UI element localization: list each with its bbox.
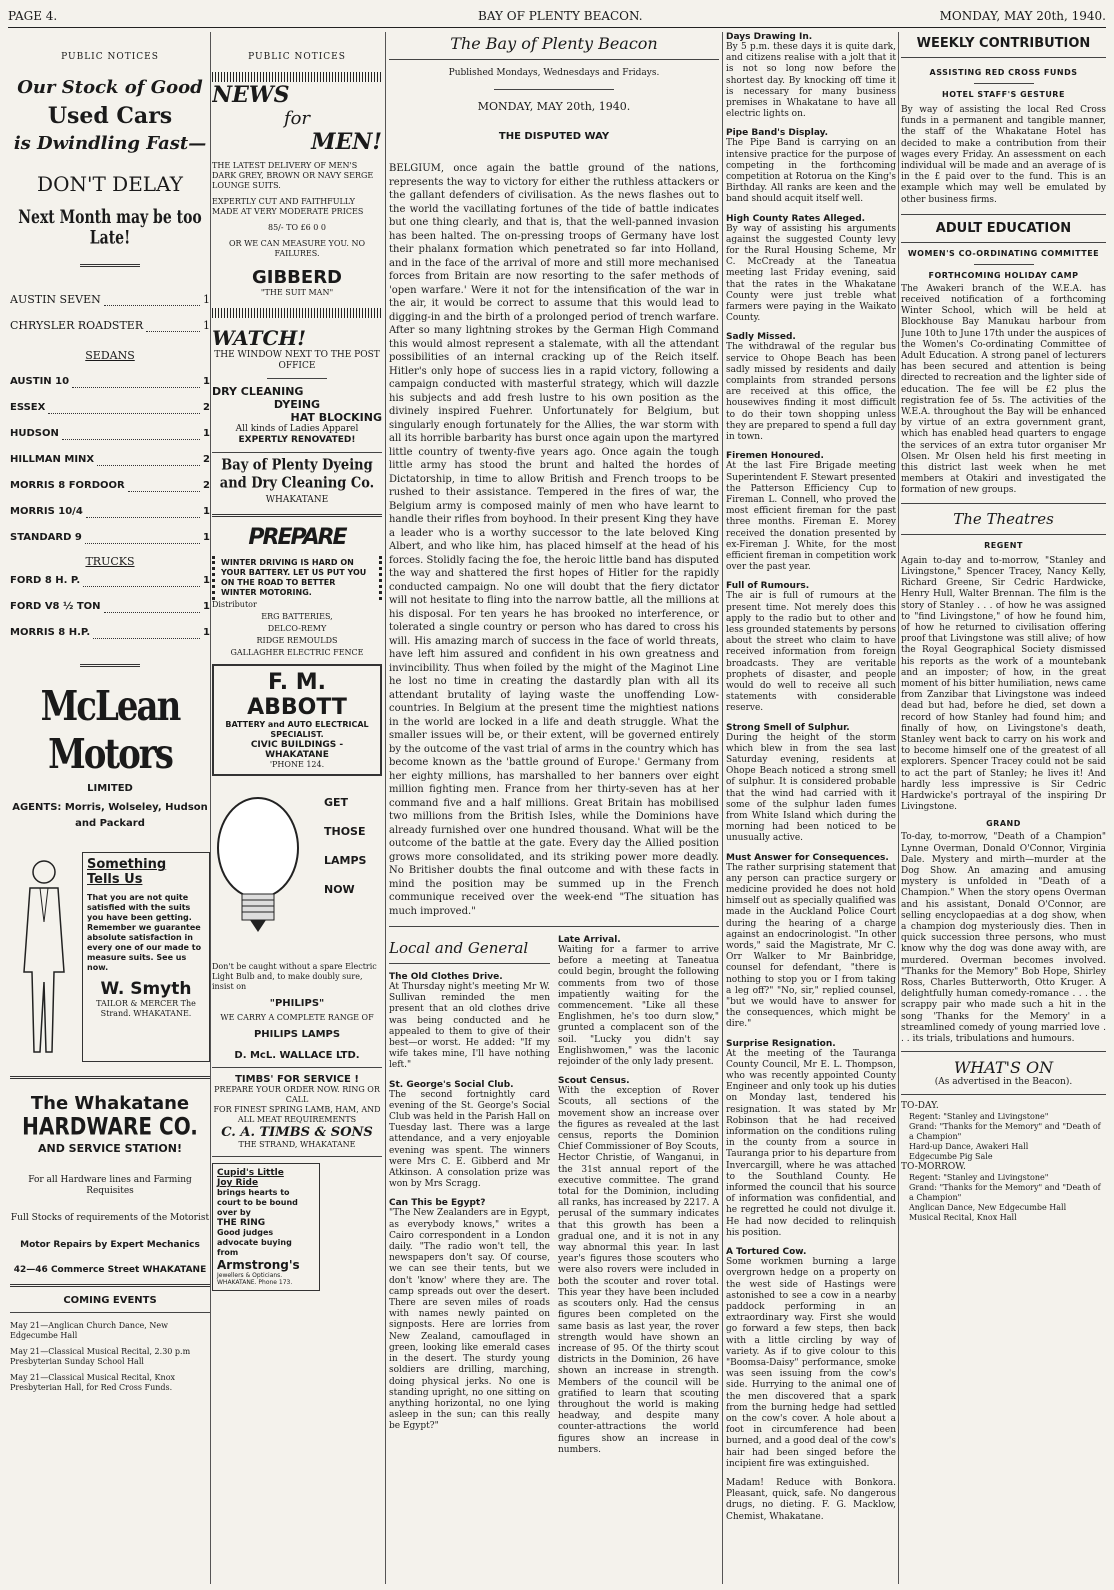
rumours-heading: Full of Rumours.	[726, 581, 810, 592]
dry-cleaning: DRY CLEANING	[212, 385, 304, 398]
editorial-body: BELGIUM, once again the battle ground of the nations, represents the way to victory for either the ruthless attackers or the gallant defenders of civilisation. As the news flashes out to the world the vacillating fortunes of the tide of battle indicates but one thing clearly, and that is, that the well-panned invasion has been halted. The on-pressing troops of Germany have lost their phalanx formation which penetrated so far into Holland, and in the face of the arrival of more and still more mechanised forces from Britain are now resorting to the safer methods of 'open warfare.' Were it not for the intensification of the war in the air, it would be correct to assume that this would lead to digging-in and the birth of a prolonged period of trench warfare. After so many lightning strokes by the German High Command this would almost represent a stalemate, with all the attendant possibilities of an internal cracking up of the Reich itself. Hitler's only hope of success lies in a rapid victory, following a campaign conducted with masterful strategy, which will dazzle his subjects and add fresh lustre to his own position as the divinely inspired Fuehrer. Unfortunately for Belgium, but singularly enough fortunately for the Allies, the war storm with all its horrible barbarity has burst once again upon the martyred little country of twenty-five years ago. Once again the tough little army has stood the brunt and halted the hordes of Dictatorship, in time to allow British and French troops to be rushed to their assistance. Tempered in the fires of war, the Belgium army is composed mainly of men who have learnt to handle their rifles from boyhood. In their present King they have a leader who is a worthy successor to the late beloved King Albert, and who like him, has placed himself at the head of his forces. Stolidly facing the foe, the heroic little band has disputed the way and shattered the first hopes of Hitler for the rapidly conducted campaign. No one will doubt that the fiery dictator will not hesitate to fling into the narrow battle, all the millions at his disposal. For ten years he has brooked no interference, or tolerated a single country or person who has dared to cross his will. His amazing march of success in the face of world threats, have left him assured and confident in his own greatness and invincibility. Thus when foiled by the might of the Maginot Line he lost no time in creating the dastardly plan with all its attendant brutality of laying waste the unoffending Low-countries. In Belgium at the present time the mightiest nations in the world are locked in a life and death struggle. What the smaller issues will be, or their extent, will be governed entirely by the outcome of the vast trial of arms in the country which has become known as the 'battle ground of Europe.' Germany from her eighty millions, has marshalled to her banners over eight million fighting men. France from her thirty-seven has at her command five and a half millions. Great Britain has mobilised two millions from the British Isles, while the Dominions have already furnished over one hundred thousand. What will be the outcome of the battle at the gate. Every day the Allied position grows more consolidated, and its striking power more deadly. No Britisher doubts the final outcome and with these facts in mind the position may be summed up in the French communique received over the week-end "The situation has much improved."	[389, 163, 719, 917]
missed-body: The withdrawal of the regular bus service to Ohope Beach has been sadly missed by residents and daily complaints from stranded persons are received at this office, the housewives finding it most difficult to do their town shopping unless they are prepared to spend a full day in town.	[726, 342, 896, 443]
mclean-motors: McLean Motors	[40, 683, 180, 779]
erg-batteries: ERG BATTERIES,	[261, 612, 333, 621]
hardware-repairs: Motor Repairs by Expert Mechanics	[20, 1240, 200, 1250]
car-row: HILLMAN MINX 2	[10, 447, 210, 473]
gibberd-price: 85/- TO £6 0 0	[267, 223, 326, 232]
hardware-requisites: For all Hardware lines and Farming Requisites	[28, 1175, 192, 1196]
egypt-body: "The New Zealanders are in Egypt, as everybody knows," writes a Cairo correspondent in a London daily. "The radio won't tell, the newspapers don't say. Of course, we can see their tents, but we don't 'know' where they are. The camp spreads out over the desert. There are seven miles of roads with names newly painted on signposts. Here are lorries from New Zealand, camouflaged in green, looking like emerald cases in the desert. The sturdy young soldiers are drilling, marching, doing physical jerks. No one is standing upright, no one sitting on anything horizontal, no one lying asleep in the sun; can this really be Egypt?"	[389, 1208, 550, 1432]
philips-name: "PHILIPS"	[269, 998, 325, 1009]
clothes-heading: The Old Clothes Drive.	[389, 972, 503, 982]
column-1	[10, 32, 210, 1584]
missed-heading: Sadly Missed.	[726, 332, 796, 343]
theatres-title: The Theatres	[953, 509, 1054, 528]
those-word: THOSE	[324, 825, 366, 838]
rumours-body: The air is full of rumours at the present time. Not merely does this apply to the radio but to other and less grounded statements by persons about the street who claim to have received information from foreign broadcasts. They are veritable prophets of disaster, and people would do well to receive all such statements with considerable reserve.	[726, 591, 896, 714]
wallace-name: D. McL. WALLACE LTD.	[234, 1050, 360, 1061]
column-2	[212, 32, 382, 1584]
hardware-line-3: AND SERVICE STATION!	[37, 1142, 182, 1155]
consequences-body: The rather surprising statement that any person can practice surgery or medicine provided he does not hold himself out as specially qualified was made in the Auckland Police Court during the hearing of a charge against an endocrinologist. "In other words," said the Magistrate, Mr C. Orr Walker to Mr Bainbridge, counsel for defendant, "there is nothing to stop you or I from taking a leg off?" "No, sir," replied counsel, "but we would have to answer for the consequences, which might be dire."	[726, 862, 896, 1030]
philips-lamps: PHILIPS LAMPS	[253, 1029, 341, 1040]
distributor-label: Distributor	[212, 600, 257, 609]
car-row: MORRIS 10/4 1	[10, 499, 210, 525]
smyth-ad	[10, 852, 210, 1062]
news-headline: NEWS	[212, 82, 290, 108]
adult-education-title: ADULT EDUCATION	[935, 220, 1072, 236]
car-row: ESSEX 2	[10, 395, 210, 421]
scout-heading: Scout Census.	[558, 1076, 630, 1087]
tomorrow-item: Anglican Dance, New Edgecumbe Hall	[909, 1203, 1067, 1213]
headline-line-3: is Dwindling Fast—	[13, 133, 207, 154]
car-row: HUDSON 1	[10, 421, 210, 447]
today-item: Grand: "Thanks for the Memory" and "Death of a Champion"	[909, 1122, 1101, 1142]
firemen-heading: Firemen Honoured.	[726, 451, 824, 462]
get-those-lamps	[324, 782, 382, 962]
event-item: May 21—Anglican Church Dance, New Edgecumbe Hall	[10, 1321, 168, 1340]
public-notices-label: PUBLIC NOTICES	[61, 52, 159, 62]
car-row: CHRYSLER ROADSTER 1	[10, 313, 210, 339]
local-general-title: Local and General	[389, 939, 529, 957]
editorial-date: MONDAY, MAY 20th, 1940.	[477, 100, 631, 113]
today-label: TO-DAY.	[901, 1101, 939, 1112]
mclean-agents: AGENTS: Morris, Wolseley, Hudson and Packard	[12, 802, 208, 829]
coming-events-title: COMING EVENTS	[63, 1295, 157, 1306]
grand-body: To-day, to-morrow, "Death of a Champion" Lynne Overman, Donald O'Connor, Virginia Dale. Mystery and mirth—murder at the Dog Show. An amazing and amusing mystery is unfolded in "Death of a Champion." When the story opens Overman and his assistant, Donald O'Connor, are selling encyclopaedias at a dog show, when a champion dog mysteriously dies. Then in quick succession three persons, who must know why the dog was done away with, are murdered. Overman becomes involved. "Thanks for the Memory" Bob Hope, Shirley Ross, Charles Butterworth, Otto Kruger. A delightfully human comedy-romance . . . the scrappy pair who made such a hit in the song 'Thanks for the Memory' in a streamlined comedy of young married love . . . its trials, tribulations and humours.	[901, 832, 1106, 1045]
headline-line-2: Used Cars	[47, 103, 173, 129]
cupid-title: Cupid's Little Joy Ride	[217, 1168, 284, 1188]
hardware-address: 42—46 Commerce Street WHAKATANE	[13, 1265, 207, 1275]
womens-committee: WOMEN'S CO-ORDINATING COMMITTEE	[907, 248, 1100, 258]
abbott-box	[212, 664, 382, 776]
hat-blocking: HAT BLOCKING	[290, 411, 382, 424]
whats-on-advertised: (As advertised in the Beacon).	[934, 1077, 1073, 1088]
smyth-address: TAILOR & MERCER The Strand. WHAKATANE.	[96, 999, 196, 1018]
armstrong-address: Jewellers & Opticians. WHAKATANE. Phone 173.	[217, 1272, 293, 1286]
local-general	[389, 935, 719, 1456]
holiday-camp: FORTHCOMING HOLIDAY CAMP	[928, 270, 1079, 280]
public-notices-label-2: PUBLIC NOTICES	[248, 52, 346, 62]
car-row: FORD V8 ½ TON 1	[10, 594, 210, 620]
sulphur-heading: Strong Smell of Sulphur.	[726, 722, 850, 733]
dyeing: DYEING	[273, 398, 321, 411]
gibberd-measure: OR WE CAN MEASURE YOU. NO FAILURES.	[228, 239, 366, 258]
bonkora-ad: Madam! Reduce with Bonkora. Pleasant, quick, safe. No dangerous drugs, no dieting. F. G. Macklow, Chemist, Whakatane.	[726, 1477, 896, 1522]
rates-heading: High County Rates Alleged.	[726, 213, 866, 224]
weekly-contribution-title: WEEKLY CONTRIBUTION	[916, 36, 1091, 51]
good-judges: Good judges advocate buying from	[217, 1228, 292, 1257]
sedans-label: SEDANS	[85, 349, 135, 362]
rates-body: By way of assisting his arguments against the suggested County levy for the Rural Housing Scheme, Mr C. McCready at the Taneatua meeting last Friday evening, said that the rates in the Whakatane County were just treble what farmers were paying in the Waikato County.	[726, 223, 896, 324]
editorial-headline: THE DISPUTED WAY	[498, 131, 610, 142]
timbs-headline: TIMBS' FOR SERVICE !	[235, 1074, 359, 1085]
days-heading: Days Drawing In.	[726, 32, 813, 42]
car-row: FORD 8 H. P. 1	[10, 568, 210, 594]
editorial-masthead: The Bay of Plenty Beacon	[450, 34, 658, 53]
today-item: Regent: "Stanley and Livingstone"	[909, 1112, 1049, 1122]
resignation-heading: Surprise Resignation.	[726, 1038, 836, 1049]
armstrong-name: Armstrong's	[217, 1258, 300, 1272]
abbott-civic: CIVIC BUILDINGS - WHAKATANE	[250, 740, 344, 760]
trucks-label: TRUCKS	[85, 555, 135, 568]
dont-delay: DON'T DELAY	[37, 172, 183, 196]
hardware-line-1: The Whakatane	[30, 1093, 190, 1114]
regent-label: REGENT	[984, 540, 1023, 550]
next-month: Next Month may be too Late!	[18, 207, 202, 249]
weekly-body: By way of assisting the local Red Cross funds in a permanent and tangible manner, the staff of the Whakatane Hotel has decided to make a contribution from their wages every Friday. An assessment on each individual will be made and an average of is in the £ paid over to the fund. This is an example which may well be emulated by other business firms.	[901, 105, 1106, 205]
philips-ad	[212, 782, 382, 962]
ladies-apparel: All kinds of Ladies Apparel	[235, 424, 359, 434]
abbott-phone: 'PHONE 124.	[269, 760, 325, 769]
adult-body: The Awakeri branch of the W.E.A. has received notification of a forthcoming Winter School, which will be held at Blockhouse Bay Manukau harbour from June 10th to June 17th under the auspices of the Women's Co-ordinating Committee of Adult Education. A strong panel of lecturers has been secured and attention is being directed to recreation and the lighter side of education. The fee will be £2 plus the registration fee of 5s. The activities of the W.E.A. throughout the Bay will be enhanced by virtue of an extra government grant, which has enabled head quarters to engage the services of an extra tutor organiser Mr Olsen. Mr Olsen held his first meeting in this district last week when he met members at Otakiri and investigated the formation of new groups.	[901, 283, 1106, 496]
lamps-word: LAMPS	[324, 854, 367, 867]
gibberd-suitman: "THE SUIT MAN"	[260, 288, 334, 297]
winter-driving: WINTER DRIVING IS HARD ON YOUR BATTERY. LET US PUT YOU ON THE ROAD TO BETTER WINTER MOTORING.	[212, 556, 382, 600]
watch-window: THE WINDOW NEXT TO THE POST OFFICE	[214, 350, 380, 371]
george-body: The second fortnightly card evening of the St. George's Social Club was held in the Parish Hall on Tuesday last. There was a large attendance, and a very enjoyable evening was spent. The winners were Mrs C. E. Gibberd and Mr Atkinson. A consolation prize was won by Mrs Scragg.	[389, 1089, 551, 1190]
today-item: Hard-up Dance, Awakeri Hall	[909, 1142, 1029, 1152]
mclean-limited: LIMITED	[87, 783, 133, 794]
firemen-body: At the last Fire Brigade meeting Superintendent F. Stewart presented the Patterson Efficiency Cup to Fireman L. Connell, who proved the most efficient fireman for the past three months. Fireman E. Morey received the donation presented by ex-Fireman J. White, for the most efficient fireman in competition work over the past year.	[726, 461, 896, 573]
now-word: NOW	[324, 883, 355, 896]
get-word: GET	[324, 796, 349, 809]
hardware-line-2: HARDWARE CO.	[22, 1111, 198, 1141]
late-heading: Late Arrival.	[558, 935, 621, 945]
resignation-body: At the meeting of the Tauranga County Council, Mr E. L. Thompson, who was recently appointed County Engineer and only took up his duties on Monday last, tendered his resignation. It was stated by Mr Robinson that he had received information on the conditions ruling in the county from a source in Tauranga prior to his departure from Invercargill, where he was attached to the Southland County. He informed the council that his source of information was confidential, and he regretted he could not divulge it. He had now decided to relinquish his position.	[726, 1048, 896, 1238]
prepare-logo: PREPARE	[248, 525, 346, 550]
cow-heading: A Tortured Cow.	[726, 1247, 807, 1258]
masthead	[8, 6, 1106, 28]
sedan-list	[10, 369, 210, 551]
hotel-gesture: HOTEL STAFF'S GESTURE	[942, 90, 1065, 99]
timbs-prepare: PREPARE YOUR ORDER NOW. RING OR CALL	[214, 1085, 380, 1104]
scout-body: With the exception of Rover Scouts, all sections of the movement show an increase over the figures as revealed at the last census, reports the Dominion Chief Commissioner of Boy Scouts, Hector Christie, of Wanganui, in the 31st annual report of the executive committee. The grand total for the Dominion, including all ranks, has increased by 2217. A perusal of the summary indicates that this growth has been a gradual one, and it is not in any way abnormal this year. In last year's figures those scouters who were also rovers were included in both the scouter and rover total. This year they have been included as scouters only. Had the census figures been completed on the same basis as last year, the rover strength would have shown an increase of 95. Of the thirty scout districts in the Dominion, 26 have shown an increase in strength. Members of the council will be gratified to learn that scouting throughout the world is making headway, and despite many counter-attractions the world figures show an increase in numbers.	[558, 1086, 719, 1455]
sulphur-body: During the height of the storm which blew in from the sea last Saturday evening, residents at Ohope Beach noticed a strong smell of sulphur. It is considered probable that the wind had carried with it some of the sulphur laden fumes from White Island which during the morning had been noticed to be unusually active.	[726, 732, 896, 844]
gibberd-delivery: THE LATEST DELIVERY OF MEN'S DARK GREY, BROWN OR NAVY SERGE LOUNGE SUITS.	[212, 161, 374, 190]
car-row: STANDARD 9 1	[10, 525, 210, 551]
tomorrow-item: Grand: "Thanks for the Memory" and "Death of a Champion"	[909, 1183, 1101, 1203]
abbott-specialist: BATTERY and AUTO ELECTRICAL SPECIALIST.	[225, 720, 369, 739]
column-4	[726, 32, 896, 1584]
grand-label: GRAND	[986, 819, 1021, 829]
event-item: May 21—Classical Musical Recital, Knox Presbyterian Hall, for Red Cross Funds.	[10, 1373, 176, 1392]
pipe-heading: Pipe Band's Display.	[726, 128, 829, 139]
the-ring: THE RING	[217, 1218, 266, 1228]
late-body: Waiting for a farmer to arrive before a meeting at Taneatua could begin, brought the following comments from two of those impatiently waiting for the commencement. "Like all these Englishmen, he's too durn slow," grunted a complacent son of the soil. "Lucky you didn't say Englishwomen," was the laconic rejoinder of the only lady present.	[558, 945, 719, 1068]
car-row: AUSTIN 10 1	[10, 369, 210, 395]
gallagher-fence: GALLAGHER ELECTRIC FENCE	[230, 648, 364, 657]
cupid-body: brings hearts to court to be bound over by	[217, 1188, 298, 1217]
bop-dyeing-name: Bay of Plenty Dyeing and Dry Cleaning Co.	[219, 456, 375, 493]
smyth-body: That you are not quite satisfied with the suits you have been getting. Remember we guarantee absolute satisfaction in every one of our made to measure suits. See us now.	[87, 893, 202, 972]
published-days: Published Mondays, Wednesdays and Fridays.	[448, 68, 660, 78]
armstrong-ad	[212, 1163, 320, 1291]
issue-date: MONDAY, MAY 20th, 1940.	[939, 9, 1106, 23]
clothes-body: At Thursday night's meeting Mr W. Sullivan reminded the men present that an old clothes drive was being conducted and he appealed to them to give of their best—or worst. He added: "If my wife takes mine, I'll have nothing left."	[389, 982, 550, 1071]
gibberd-cut: EXPERTLY CUT AND FAITHFULLY MADE AT VERY MODERATE PRICES	[212, 197, 364, 216]
philips-intro: Don't be caught without a spare Electric Light Bulb and, to make doubly sure, insist on	[212, 962, 377, 991]
expertly-renovated: EXPERTLY RENOVATED!	[238, 435, 356, 445]
cow-body: Some workmen burning a large overgrown hedge on a property on the west side of Hastings were astonished to see a cow in a nearby paddock performing in an extraordinary way. First she would go forward a few steps, then back with a little circling by way of variety. As if to give colour to this "Boomsa-Daisy" performance, smoke was seen issuing from the cow's side. Hurrying to the animal one of the men discovered that a spark from the burning hedge had settled on the cow's cover. A hole about a foot in circumference had been burned, and a good deal of the cow's hair had been singed before the incipient fire was extinguished.	[726, 1257, 896, 1469]
news-men: MEN!	[311, 129, 382, 155]
car-list	[10, 287, 210, 369]
bop-dyeing-town: WHAKATANE	[265, 495, 329, 505]
car-row: AUSTIN SEVEN 1	[10, 287, 210, 313]
george-heading: St. George's Social Club.	[389, 1079, 514, 1090]
consequences-heading: Must Answer for Consequences.	[726, 852, 889, 863]
hardware-motorist: Full Stocks of requirements of the Motorist	[10, 1213, 210, 1223]
tailor-figure-icon	[10, 852, 78, 1062]
abbott-name: F. M. ABBOTT	[247, 670, 347, 720]
event-item: May 21—Classical Musical Recital, 2.30 p.m Presbyterian Sunday School Hall	[10, 1347, 191, 1366]
whats-on-title: WHAT'S ON	[953, 1058, 1054, 1078]
today-item: Edgecumbe Pig Sale	[909, 1152, 993, 1162]
used-cars-headline	[10, 74, 210, 158]
timbs-name: C. A. TIMBS & SONS	[221, 1125, 373, 1140]
delco-remy: DELCO-REMY	[267, 624, 327, 633]
news-for: for	[283, 108, 311, 129]
car-row: MORRIS 8 H.P. 1	[10, 620, 210, 646]
lightbulb-icon	[212, 782, 324, 962]
car-row: MORRIS 8 FORDOOR 2	[10, 473, 210, 499]
column-5	[901, 32, 1106, 1584]
regent-body: Again to-day and to-morrow, "Stanley and Livingstone," Spencer Tracey, Nancy Kelly, Richard Greene, Sir Cedric Hardwicke, Henry Hull, Walter Brennan. The film is the story of Stanley . . . of how he was assigned to "find Livingstone," of how he found him, of how he returned to civilisation offering proof that Livingstone was still alive; of how the Royal Geographical Society dismissed his reports as the work of a mountebank and an imposter; of how, in the great moment of his bitter humiliation, news came from Zanzibar that Livingstone was indeed dead but had, before he died, set down a record of how Stanley had found him; and finally of how, on Livingstone's death, Stanley went back to carry on his work and to become himself one of the greatest of all explorers. Spencer Tracey could not be said to act the part of Stanley; he lives it! And hardly less impressive is Sir Cedric Hardwicke's portrayal of the inspiring Dr Livingstone.	[901, 555, 1106, 813]
smyth-name: W. Smyth	[100, 979, 192, 999]
smyth-title: Something Tells Us	[87, 857, 167, 887]
philips-carry: WE CARRY A COMPLETE RANGE OF	[220, 1013, 374, 1022]
gibberd-name: GIBBERD	[251, 267, 342, 288]
tomorrow-item: Musical Recital, Knox Hall	[909, 1213, 1017, 1223]
timbs-address: THE STRAND, WHAKATANE	[238, 1140, 356, 1149]
assisting-red-cross: ASSISTING RED CROSS FUNDS	[929, 68, 1078, 77]
egypt-heading: Can This be Egypt?	[389, 1198, 486, 1209]
timbs-finest: FOR FINEST SPRING LAMB, HAM, AND ALL MEAT REQUIREMENTS	[213, 1105, 381, 1124]
column-3	[389, 32, 719, 1584]
tomorrow-label: TO-MORROW.	[901, 1162, 966, 1173]
tomorrow-item: Regent: "Stanley and Livingstone"	[909, 1173, 1049, 1183]
watch-headline: WATCH!	[212, 326, 307, 350]
headline-line-1: Our Stock of Good	[17, 77, 203, 98]
days-body: By 5 p.m. these days it is quite dark, and citizens realise with a jolt that it is not so long now before the shortest day. By knocking off time it is necessary for many business premises in Whakatane to have all electric lights on.	[726, 42, 896, 120]
paper-name: BAY OF PLENTY BEACON.	[478, 9, 643, 23]
ridge-remoulds: RIDGE REMOULDS	[256, 636, 338, 645]
truck-list	[10, 568, 210, 646]
page-number: PAGE 4.	[8, 9, 58, 23]
pipe-body: The Pipe Band is carrying on an intensive practice for the purpose of competing in the forthcoming competition at Rotorua on the King's Birthday. All ranks are keen and the band should acquit itself well.	[726, 138, 896, 205]
